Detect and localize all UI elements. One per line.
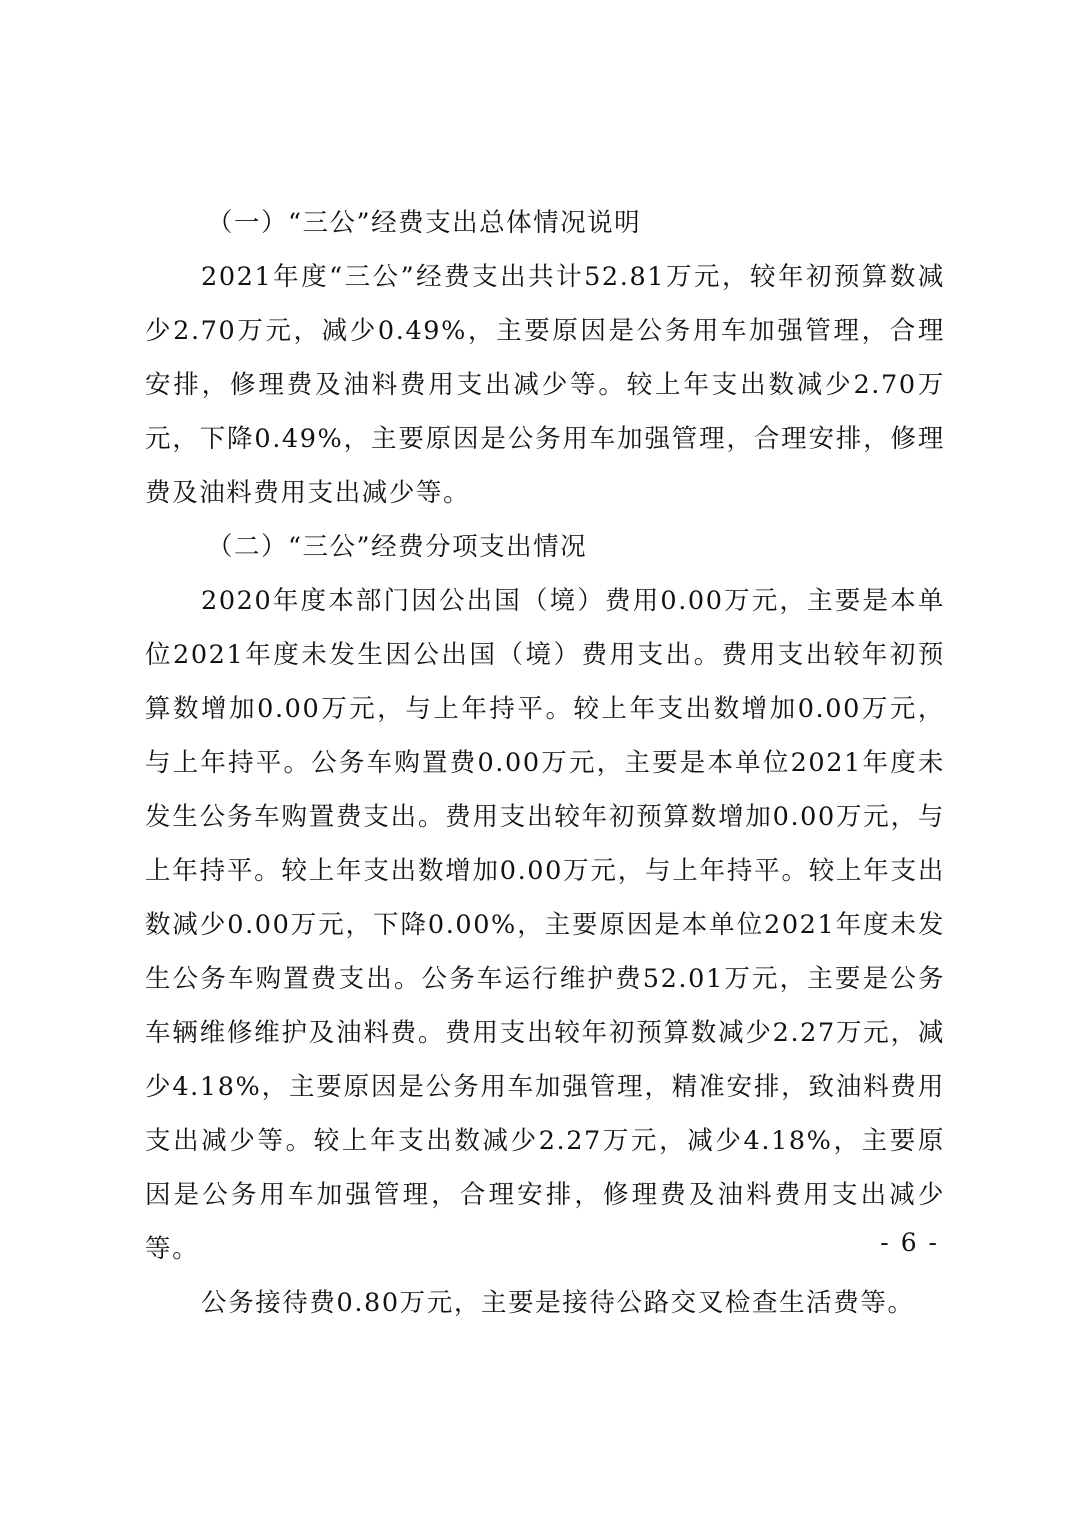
page-number: - 6 -	[880, 1228, 939, 1257]
document-body	[145, 196, 945, 1330]
section-heading-overall: （一）“三公”经费支出总体情况说明	[207, 208, 642, 238]
paragraph-reception: 公务接待费0.80万元，主要是接待公路交叉检查生活费等。	[201, 1288, 915, 1318]
paragraph-itemized: 2020年度本部门因公出国（境）费用0.00万元，主要是本单位2021年度未发生因公出国（境）费用支出。费用支出较年初预算数增加0.00万元，与上年持平。较上年支出数增加0.00万元，与上年持平。公务车购置费0.00万元，主要是本单位2021年度未发生公务车购置费支出。费用支出较年初预算数增加0.00万元，与上年持平。较上年支出数增加0.00万元，与上年持平。较上年支出数减少0.00万元，下降0.00%，主要原因是本单位2021年度未发生公务车购置费支出。公务车运行维护费52.01万元，主要是公务车辆维修维护及油料费。费用支出较年初预算数减少2.27万元，减少4.18%，主要原因是公务用车加强管理，精准安排，致油料费用支出减少等。较上年支出数减少2.27万元，减少4.18%，主要原因是公务用车加强管理，合理安排，修理费及油料费用支出减少等。	[145, 586, 945, 1264]
paragraph-overall: 2021年度“三公”经费支出共计52.81万元，较年初预算数减少2.70万元，减少0.49%，主要原因是公务用车加强管理，合理安排，修理费及油料费用支出减少等。较上年支出数减少2.70万元，下降0.49%，主要原因是公务用车加强管理，合理安排，修理费及油料费用支出减少等。	[145, 262, 945, 508]
section-heading-itemized: （二）“三公”经费分项支出情况	[207, 532, 588, 562]
